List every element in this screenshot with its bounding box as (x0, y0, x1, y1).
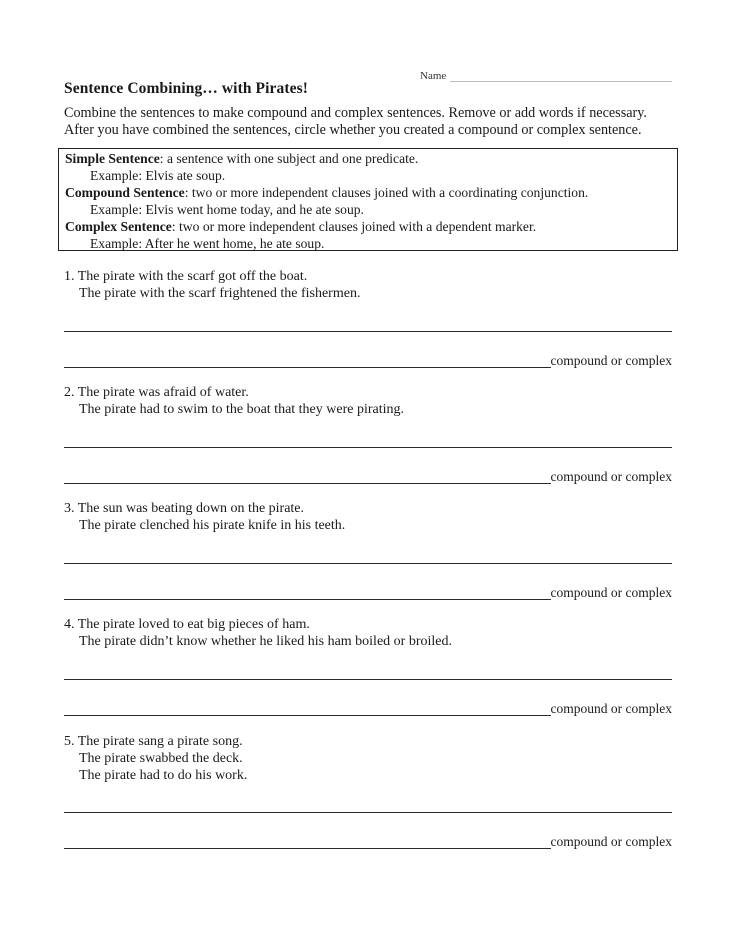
answer-line[interactable] (64, 563, 672, 564)
answer-blank[interactable] (64, 705, 551, 716)
question-5 (64, 733, 672, 784)
question-4 (64, 616, 672, 650)
answer-line[interactable] (64, 679, 672, 680)
question-line: The pirate had to swim to the boat that they were pirating. (79, 402, 405, 417)
answer-blank[interactable] (64, 473, 551, 484)
compound-or-complex-choice[interactable]: compound or complex (550, 585, 672, 600)
name-field[interactable] (420, 66, 672, 82)
answer-blank[interactable] (64, 838, 551, 849)
instruction-line: Combine the sentences to make compound and complex sentences. Remove or add words if necessary. (64, 105, 647, 121)
compound-or-complex-choice[interactable]: compound or complex (550, 469, 672, 484)
question-line: The pirate didn’t know whether he liked his ham boiled or broiled. (79, 634, 452, 649)
complex-term: Complex Sentence (65, 219, 172, 234)
complex-def-text: : two or more independent clauses joined with a dependent marker. (171, 219, 537, 234)
answer-blank[interactable] (64, 589, 551, 600)
name-label: Name (420, 70, 447, 82)
compound-or-complex-choice[interactable]: compound or complex (550, 701, 672, 716)
compound-example: Example: Elvis went home today, and he ate soup. (90, 202, 364, 217)
answer-blank[interactable] (64, 357, 551, 368)
compound-definition (65, 184, 671, 201)
complex-definition (65, 218, 671, 235)
answer-line[interactable] (64, 447, 672, 448)
definitions-box (58, 148, 678, 251)
answer-row[interactable] (64, 466, 672, 484)
answer-row[interactable] (64, 698, 672, 716)
answer-row[interactable] (64, 582, 672, 600)
instruction-line: After you have combined the sentences, circle whether you created a compound or complex sentence. (64, 122, 642, 138)
instructions (64, 105, 684, 139)
question-1 (64, 268, 672, 302)
question-line: 5. The pirate sang a pirate song. (64, 734, 243, 749)
question-line: The pirate clenched his pirate knife in his teeth. (79, 518, 346, 533)
simple-definition (65, 150, 671, 167)
simple-example: Example: Elvis ate soup. (90, 168, 226, 183)
answer-row[interactable] (64, 831, 672, 849)
answer-line[interactable] (64, 331, 672, 332)
answer-row[interactable] (64, 350, 672, 368)
question-line: The pirate had to do his work. (79, 768, 248, 783)
page-title: Sentence Combining… with Pirates! (64, 80, 308, 97)
answer-line[interactable] (64, 812, 672, 813)
question-line: The pirate with the scarf frightened the fishermen. (79, 286, 361, 301)
question-line: 3. The sun was beating down on the pirate. (64, 501, 305, 516)
name-input-line[interactable] (450, 72, 672, 82)
simple-def-text: : a sentence with one subject and one predicate. (159, 151, 419, 166)
compound-or-complex-choice[interactable]: compound or complex (550, 353, 672, 368)
question-3 (64, 500, 672, 534)
compound-or-complex-choice[interactable]: compound or complex (550, 834, 672, 849)
compound-term: Compound Sentence (65, 185, 185, 200)
simple-term: Simple Sentence (65, 151, 160, 166)
question-2 (64, 384, 672, 418)
question-line: The pirate swabbed the deck. (79, 751, 243, 766)
question-line: 1. The pirate with the scarf got off the boat. (64, 269, 308, 284)
question-line: 2. The pirate was afraid of water. (64, 385, 249, 400)
complex-example: Example: After he went home, he ate soup. (90, 236, 325, 251)
compound-def-text: : two or more independent clauses joined with a coordinating conjunction. (184, 185, 589, 200)
question-line: 4. The pirate loved to eat big pieces of ham. (64, 617, 310, 632)
